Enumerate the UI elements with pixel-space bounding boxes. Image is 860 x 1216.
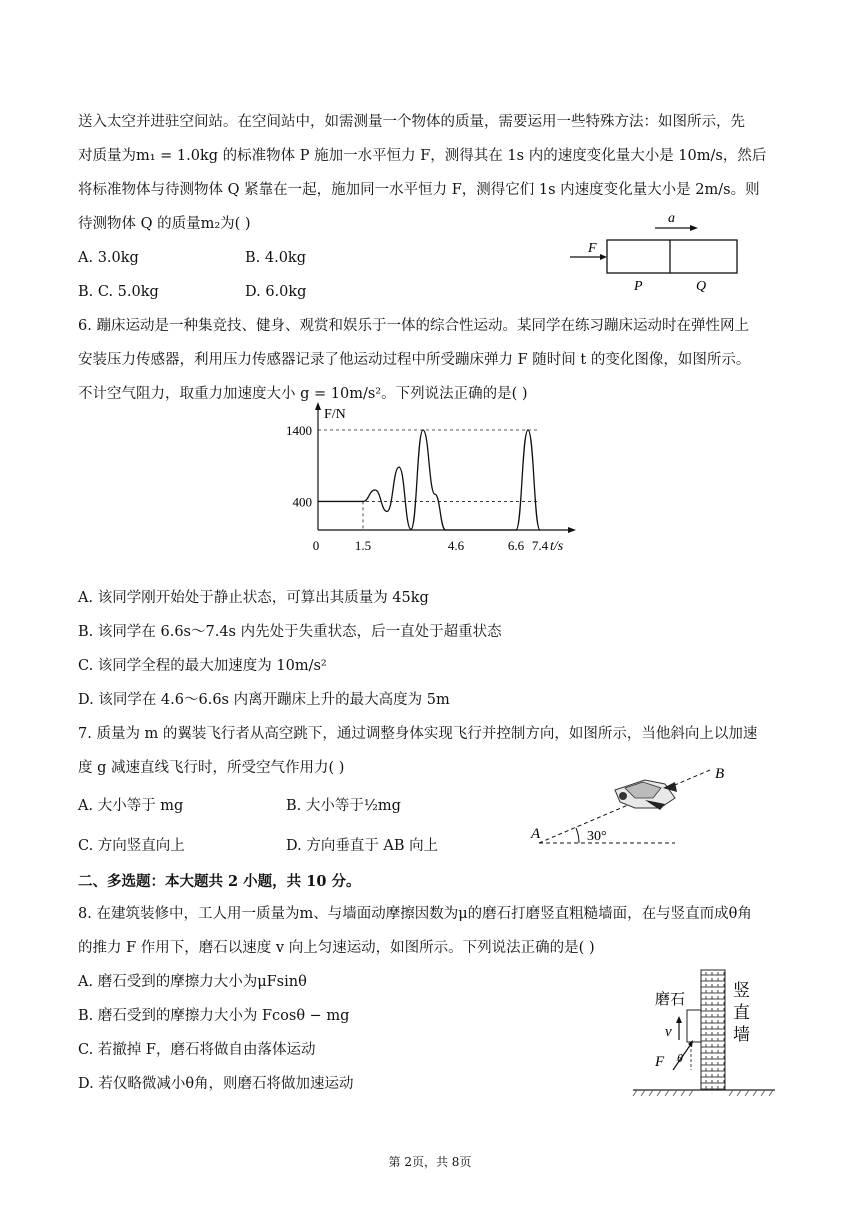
force-label: F [588,241,597,256]
block-p-label: P [634,279,643,294]
force-series-line [318,430,540,530]
q5-line-4: 待测物体 Q 的质量m₂为( ) [78,216,251,232]
data-point [398,467,399,468]
wall [701,970,725,1090]
x-tick-label: 6.6 [507,538,525,553]
q6-option-c: C. 该同学全程的最大加速度为 10m/s² [78,658,327,674]
y-tick-label: 1400 [286,423,312,438]
data-point [515,529,516,530]
q6-option-b: B. 该同学在 6.6s～7.4s 内先处于失重状态，后一直处于超重状态 [78,624,502,640]
q7-option-a: A. 大小等于 mg [78,798,184,814]
q5-option-d: D. 6.0kg [245,284,307,300]
data-point [362,501,363,502]
q7-option-c: C. 方向竖直向上 [78,838,185,854]
x-axis-arrow-icon [568,527,576,533]
data-point [455,529,456,530]
q6-line-3: 不计空气阻力，取重力加速度大小 g = 10m/s²。下列说法正确的是( ) [78,386,528,402]
q7-figure [525,758,740,853]
y-axis-arrow-icon [315,402,321,410]
stone-label: 磨石 [655,992,686,1008]
force-arrow-icon [600,254,607,260]
section-heading: 二、多选题：本大题共 2 小题，共 10 分。 [78,873,361,890]
q5-option-a: A. 3.0kg [78,250,139,266]
data-point [386,511,387,512]
q7-option-b: B. 大小等于½mg [286,798,401,814]
x-tick-label: 4.6 [447,538,465,553]
y-axis-label: F/N [324,407,346,422]
grinding-stone [687,1010,701,1042]
velocity-label: v [665,1024,672,1040]
data-point [410,529,411,530]
q6-line-2: 安装压力传感器，利用压力传感器记录了他运动过程中所受蹦床弹力 F 随时间 t 的变化图像，如图所示。 [78,352,751,368]
q8-option-c: C. 若撤掉 F，磨石将做自由落体运动 [78,1042,316,1058]
q6-line-1: 6. 蹦床运动是一种集竞技、健身、观赏和娱乐于一体的综合性运动。某同学在练习蹦床运动时在弹性网上 [78,318,749,334]
data-point [317,501,318,502]
path-ab [539,770,710,843]
wall-label-3: 墙 [733,1025,750,1044]
q5-option-c: B. C. 5.0kg [78,284,159,300]
x-tick-label: 7.4 [531,538,549,553]
data-point [539,529,540,530]
force-time-chart [270,402,590,562]
point-b-label: B [715,766,725,782]
blocks-box [607,240,737,273]
q6-option-a: A. 该同学刚开始处于静止状态，可算出其质量为 45kg [78,590,429,606]
wingsuit-flyer-icon [615,780,677,810]
velocity-arrow-icon [676,1016,682,1023]
q7-option-d: D. 方向垂直于 AB 向上 [286,838,439,854]
q6-option-d: D. 该同学在 4.6～6.6s 内离开蹦床上升的最大高度为 5m [78,692,450,708]
angle-label: 30° [587,829,607,844]
y-tick-label: 400 [292,494,312,510]
wall-label-2: 直 [733,1003,750,1022]
data-point [422,429,423,430]
x-tick-label: 0 [312,538,320,553]
q5-figure [560,206,750,296]
q8-option-d: D. 若仅略微减小θ角，则磨石将做加速运动 [78,1076,354,1092]
q7-line-2: 度 g 减速直线飞行时，所受空气作用力( ) [78,760,345,776]
q8-option-b: B. 磨石受到的摩擦力大小为 Fcosθ − mg [78,1008,350,1024]
theta-label: θ [677,1051,683,1065]
wall-label-1: 竖 [733,981,750,1000]
block-q-label: Q [696,279,707,294]
x-tick-label: 1.5 [354,538,372,553]
data-point [445,529,446,530]
point-a-label: A [531,826,541,842]
data-point [434,494,435,495]
accel-arrow-icon [690,225,698,231]
page-footer: 第 2页，共 8页 [388,1155,472,1169]
push-force-label: F [655,1054,665,1070]
q8-figure [625,966,785,1101]
data-point [527,429,528,430]
q5-line-3: 将标准物体与待测物体 Q 紧靠在一起，施加同一水平恒力 F，测得它们 1s 内速度变化量大小是 2m/s。则 [78,182,760,198]
q8-line-1: 8. 在建筑装修中，工人用一质量为m、与墙面动摩擦因数为μ的磨石打磨竖直粗糙墙面，在与竖直而成θ角 [78,906,752,922]
x-axis-label: t/s [550,539,564,554]
q5-option-b: B. 4.0kg [245,250,307,266]
q7-line-1: 7. 质量为 m 的翼装飞行者从高空跳下，通过调整身体实现飞行并控制方向，如图所示，当他斜向上以加速 [78,726,758,742]
q8-option-a: A. 磨石受到的摩擦力大小为μFsinθ [78,974,307,990]
data-point [374,489,375,490]
q5-line-2: 对质量为m₁ = 1.0kg 的标准物体 P 施加一水平恒力 F，测得其在 1s 内的速度变化量大小是 10m/s，然后 [78,148,767,164]
q8-line-2: 的推力 F 作用下，磨石以速度 v 向上匀速运动，如图所示。下列说法正确的是( ) [78,940,595,956]
accel-label: a [668,211,675,226]
q5-line-1: 送入太空并进驻空间站。在空间站中，如需测量一个物体的质量，需要运用一些特殊方法：如图所示，先 [78,114,745,130]
